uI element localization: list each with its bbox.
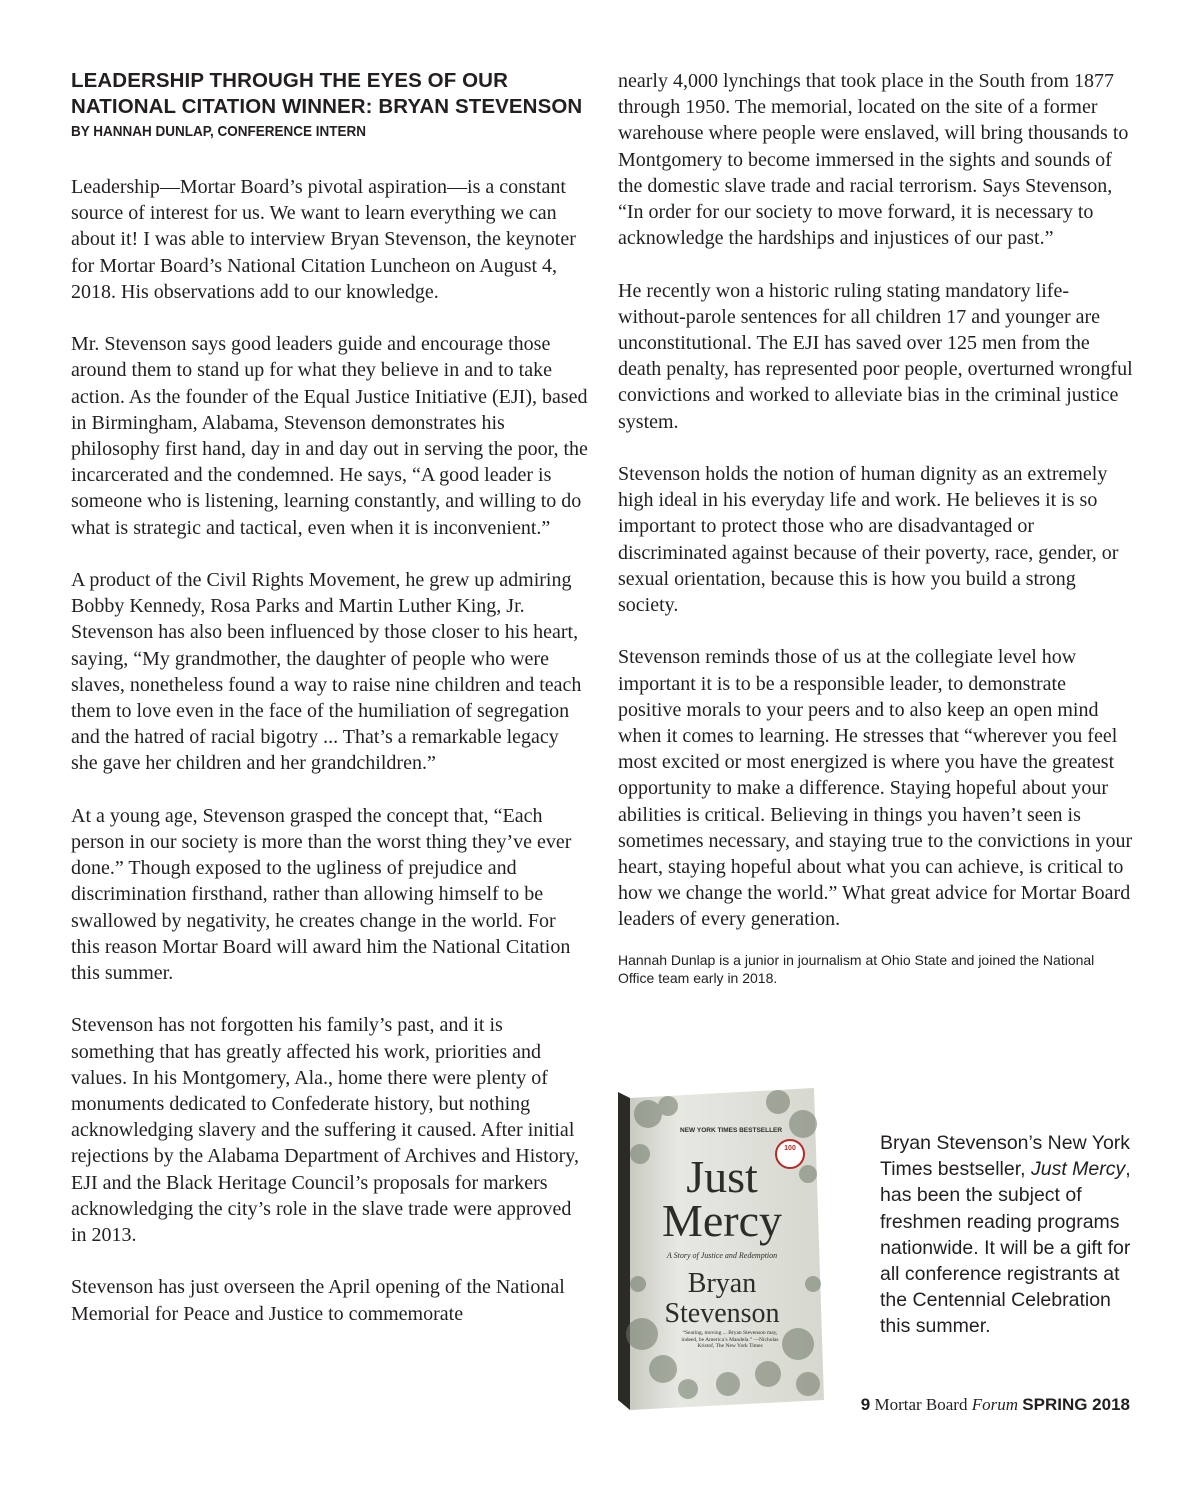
paragraph-good-leaders: Mr. Stevenson says good leaders guide and encourage those around them to stand up for what they believe in and to take action. As the founder of the Equal Justice Initiative (EJI), based in Birmingham, Alabama, Stevenson demonstrates his philosophy first hand, day in and day out in serving the poor, the incarcerated and the condemned. He says, “A good leader is someone who is listening, learning constantly, and willing to do what is strategic and tactical, even when it is inconvenient.” [71,333,588,539]
page-number: 9 [860,1395,871,1414]
bestseller-badge: NEW YORK TIMES BESTSELLER [680,1127,783,1134]
book-cover-image [618,1084,824,1410]
left-column [71,68,589,1353]
publication-forum: Forum [971,1395,1019,1414]
paragraph-civil-rights: A product of the Civil Rights Movement, he grew up admiring Bobby Kennedy, Rosa Parks and Martin Luther King, Jr. Stevenson has also been influenced by those closer to his heart, saying, “My grandmother, the daughter of people who were slaves, nonetheless found a way to raise nine children and teach them to love even in the face of the humiliation of segregation and the hatred of racial bigotry ... That’s a remarkable legacy she gave her children and her grandchildren.” [71,569,582,775]
caption-book-title: Just Mercy [1031,1158,1126,1181]
byline: BY HANNAH DUNLAP, CONFERENCE INTERN [71,123,367,140]
book-title-line-2: Mercy [661,1195,783,1246]
award-seal-text: 100 [784,1145,796,1152]
author-note: Hannah Dunlap is a junior in journalism at Ohio State and joined the National Office team early in 2018. [618,951,1095,986]
headline-line-1: LEADERSHIP THROUGH THE EYES OF OUR [71,69,508,92]
book-author-line-1: Bryan [687,1268,757,1299]
book-title-line-1: Just [686,1151,758,1202]
paragraph-young-age: At a young age, Stevenson grasped the concept that, “Each person in our society is more than the worst thing they’ve ever done.” Though exposed to the ugliness of prejudice and discrimination firsthand, rather than allowing himself to be swallowed by negativity, he creates change in the world. For this reason Mortar Board will award him the National Citation this summer. [71,804,572,985]
paragraph-human-dignity: Stevenson holds the notion of human dignity as an extremely high ideal in his everyday life and work. He believes it is so important to protect those who are disadvantaged or discriminated against because of their poverty, race, gender, or sexual orientation, because this is how you build a strong society. [618,463,1119,617]
book-spine [618,1092,630,1410]
paragraph-memorial-start: Stevenson has just overseen the April opening of the National Memorial for Peace and Justice to commemorate [71,1276,565,1325]
issue-season: SPRING 2018 [1022,1395,1130,1414]
book-subtitle: A Story of Justice and Redemption [666,1251,778,1260]
book-caption [880,1130,1136,1340]
paragraph-historic-ruling: He recently won a historic ruling stating mandatory life-without-parole sentences for all children 17 and younger are unconstitutional. The EJI has saved over 125 men from the death penalty, has represented poor people, overturned wrongful convictions and worked to alleviate bias in the criminal justice system. [618,279,1133,433]
paragraph-family-past: Stevenson has not forgotten his family’s past, and it is something that has greatly affected his work, priorities and values. In his Montgomery, Ala., home there were plenty of monuments dedicated to Confederate history, but nothing acknowledging slavery and the suffering it caused. After initial rejections by the Alabama Department of Archives and History, EJI and the Black Heritage Council’s proposals for markers acknowledging the city’s role in the slave trade were approved in 2013. [71,1014,579,1247]
paragraph-intro: Leadership—Mortar Board’s pivotal aspiration—is a constant source of interest for us. We want to learn everything we can about it! I was able to interview Bryan Stevenson, the keynoter for Mortar Board’s National Citation Luncheon on August 4, 2018. His observations add to our knowledge. [71,176,576,303]
book-blurb: “Searing, moving ... Bryan Stevenson may, indeed, be America’s Mandela.” —Nicholas Kristof, The New York Times [681,1330,779,1349]
article-headline [71,68,589,120]
right-column [618,68,1134,987]
paragraph-memorial-continued: nearly 4,000 lynchings that took place in the South from 1877 through 1950. The memorial, located on the site of a former warehouse where people were enslaved, will bring thousands to Montgomery to become immersed in the sights and sounds of the domestic slave trade and racial terrorism. Says Stevenson, “In order for our society to move forward, it is necessary to acknowledge the hardships and injustices of our past.” [618,70,1129,250]
book-blurb-container [680,1330,780,1364]
page-footer [861,1395,1130,1415]
paragraph-collegiate-advice: Stevenson reminds those of us at the collegiate level how important it is to be a responsible leader, to demonstrate positive morals to your peers and to also keep an open mind when it comes to learning. He stresses that “wherever you feel most excited or most energized is where you have the greatest opportunity to make a difference. Staying hopeful about your abilities is critical. Believing in things you haven’t seen is sometimes necessary, and staying true to the convictions in your heart, staying hopeful about what you can achieve, is critical to how we change the world.” What great advice for Mortar Board leaders of every generation. [618,646,1133,931]
headline-line-2: NATIONAL CITATION WINNER: BRYAN STEVENSON [71,95,583,118]
caption-text-1: Bryan Stevenson’s New York Times bestseller, [880,1132,1131,1181]
caption-text-2: , has been the subject of freshmen reading programs nationwide. It will be a gift for all conference registrants at the Centennial Celebration this summer. [880,1158,1131,1338]
publication-name: Mortar Board [874,1395,968,1414]
book-author-line-2: Stevenson [664,1298,780,1329]
